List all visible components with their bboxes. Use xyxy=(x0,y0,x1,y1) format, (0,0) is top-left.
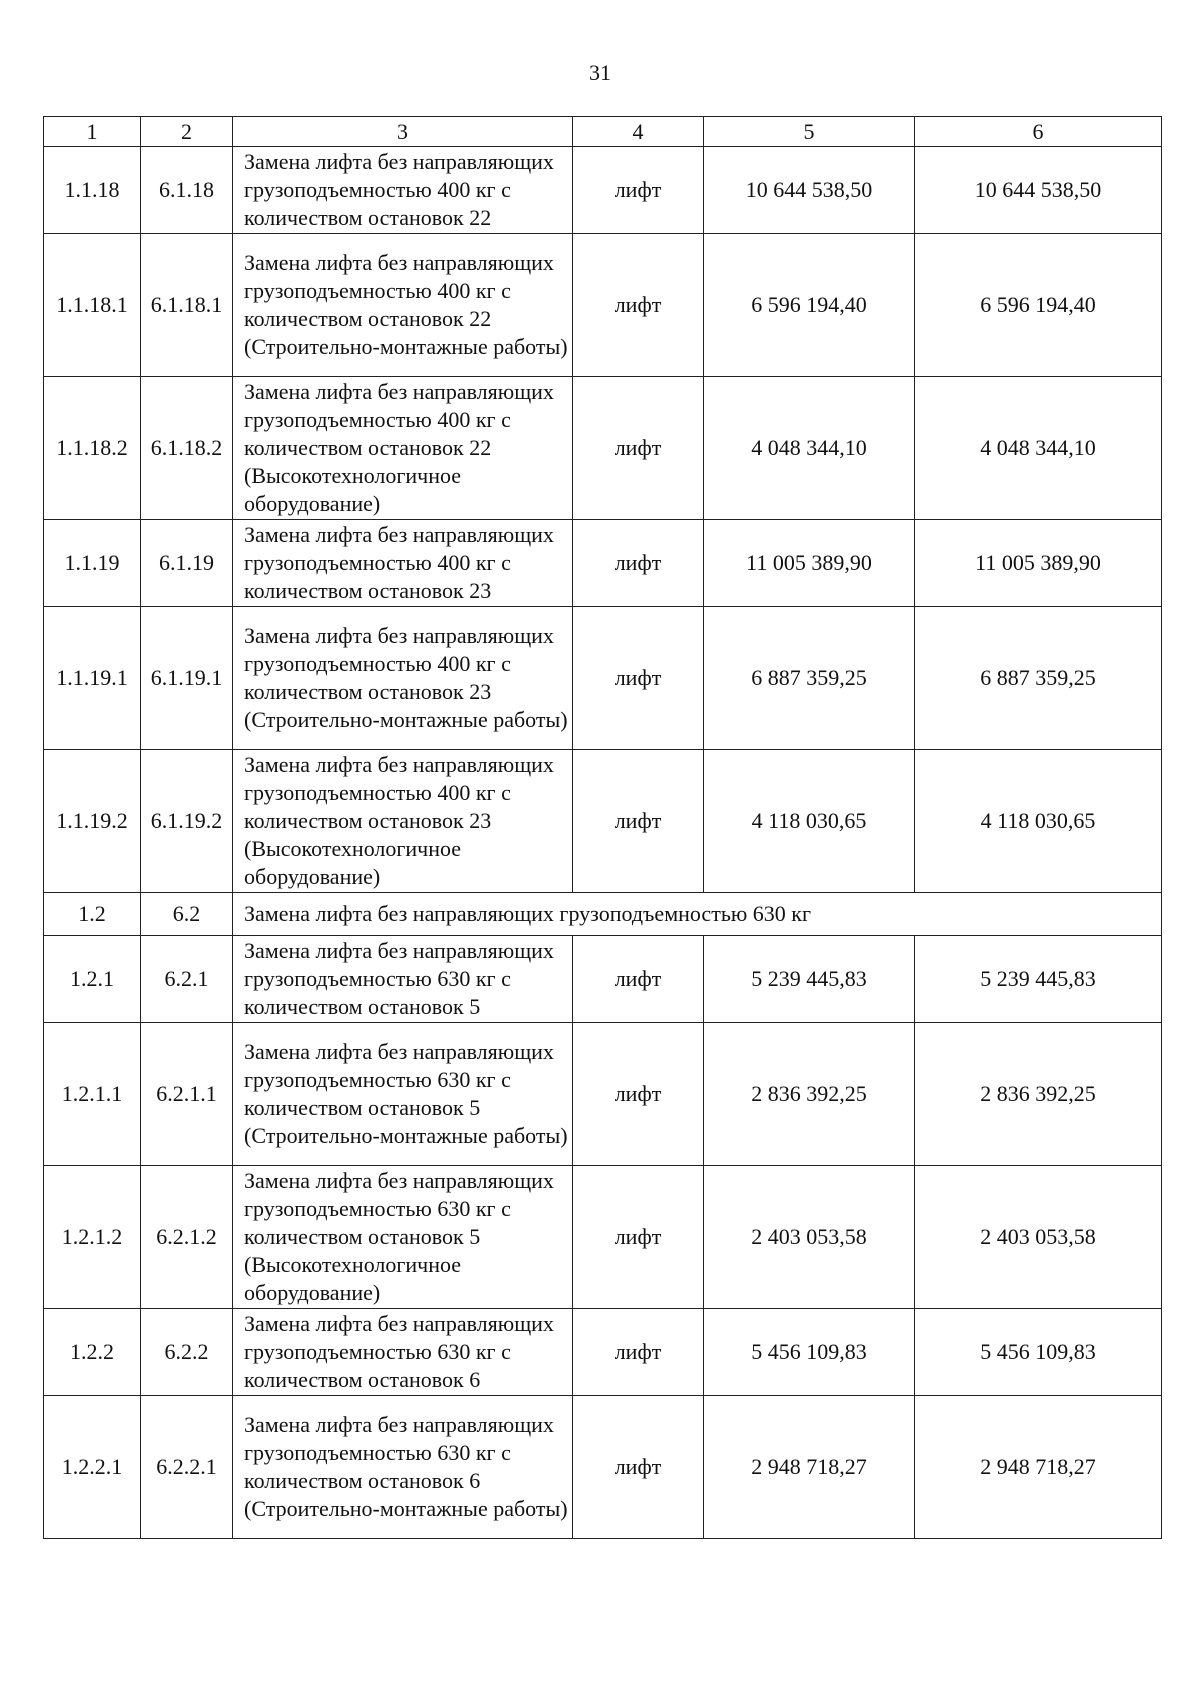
row-code: 6.2 xyxy=(141,893,233,936)
work-description: Замена лифта без направляющих грузоподъемностью 630 кг с количеством остановок 5 xyxy=(233,936,573,1023)
cost-total: 6 887 359,25 xyxy=(915,607,1162,750)
cost-value: 2 403 053,58 xyxy=(704,1166,915,1309)
column-header: 1 xyxy=(44,117,141,147)
row-number: 1.2.1.2 xyxy=(44,1166,141,1309)
table-row xyxy=(44,147,1162,234)
row-code: 6.1.19 xyxy=(141,520,233,607)
work-description: Замена лифта без направляющих грузоподъемностью 400 кг с количеством остановок 23 (Высокотехнологичное оборудование) xyxy=(233,750,573,893)
table-row xyxy=(44,936,1162,1023)
cost-total: 4 048 344,10 xyxy=(915,377,1162,520)
row-number: 1.2.2.1 xyxy=(44,1396,141,1539)
table-row xyxy=(44,1396,1162,1539)
section-title: Замена лифта без направляющих грузоподъемностью 630 кг xyxy=(233,893,1162,936)
cost-value: 4 048 344,10 xyxy=(704,377,915,520)
column-header: 2 xyxy=(141,117,233,147)
unit-cell: лифт xyxy=(573,1309,704,1396)
row-number: 1.2.2 xyxy=(44,1309,141,1396)
row-number: 1.2 xyxy=(44,893,141,936)
row-code: 6.1.18.1 xyxy=(141,234,233,377)
cost-total: 4 118 030,65 xyxy=(915,750,1162,893)
cost-value: 2 836 392,25 xyxy=(704,1023,915,1166)
cost-value: 11 005 389,90 xyxy=(704,520,915,607)
cost-value: 10 644 538,50 xyxy=(704,147,915,234)
row-code: 6.1.19.1 xyxy=(141,607,233,750)
row-number: 1.1.18.2 xyxy=(44,377,141,520)
table-row xyxy=(44,1309,1162,1396)
cost-total: 2 403 053,58 xyxy=(915,1166,1162,1309)
section-row xyxy=(44,893,1162,936)
row-number: 1.1.19.1 xyxy=(44,607,141,750)
table-row xyxy=(44,377,1162,520)
cost-value: 6 887 359,25 xyxy=(704,607,915,750)
column-header: 6 xyxy=(915,117,1162,147)
cost-total: 11 005 389,90 xyxy=(915,520,1162,607)
row-number: 1.2.1 xyxy=(44,936,141,1023)
row-code: 6.2.2.1 xyxy=(141,1396,233,1539)
cost-value: 6 596 194,40 xyxy=(704,234,915,377)
data-table xyxy=(43,116,1162,1539)
cost-value: 5 456 109,83 xyxy=(704,1309,915,1396)
row-code: 6.2.1 xyxy=(141,936,233,1023)
work-description: Замена лифта без направляющих грузоподъемностью 400 кг с количеством остановок 23 xyxy=(233,520,573,607)
unit-cell: лифт xyxy=(573,234,704,377)
unit-cell: лифт xyxy=(573,520,704,607)
table-header-row xyxy=(44,117,1162,147)
cost-total: 2 836 392,25 xyxy=(915,1023,1162,1166)
cost-value: 4 118 030,65 xyxy=(704,750,915,893)
row-number: 1.1.19.2 xyxy=(44,750,141,893)
row-code: 6.2.2 xyxy=(141,1309,233,1396)
row-number: 1.1.19 xyxy=(44,520,141,607)
table-row xyxy=(44,1023,1162,1166)
cost-total: 2 948 718,27 xyxy=(915,1396,1162,1539)
table-row xyxy=(44,520,1162,607)
row-code: 6.1.18.2 xyxy=(141,377,233,520)
work-description: Замена лифта без направляющих грузоподъемностью 630 кг с количеством остановок 5 (Строительно-монтажные работы) xyxy=(233,1023,573,1166)
cost-total: 10 644 538,50 xyxy=(915,147,1162,234)
work-description: Замена лифта без направляющих грузоподъемностью 630 кг с количеством остановок 6 xyxy=(233,1309,573,1396)
table-row xyxy=(44,234,1162,377)
unit-cell: лифт xyxy=(573,750,704,893)
table-row xyxy=(44,607,1162,750)
cost-value: 2 948 718,27 xyxy=(704,1396,915,1539)
cost-total: 5 239 445,83 xyxy=(915,936,1162,1023)
unit-cell: лифт xyxy=(573,377,704,520)
work-description: Замена лифта без направляющих грузоподъемностью 400 кг с количеством остановок 22 xyxy=(233,147,573,234)
work-description: Замена лифта без направляющих грузоподъемностью 400 кг с количеством остановок 22 (Строительно-монтажные работы) xyxy=(233,234,573,377)
work-description: Замена лифта без направляющих грузоподъемностью 630 кг с количеством остановок 5 (Высокотехнологичное оборудование) xyxy=(233,1166,573,1309)
column-header: 4 xyxy=(573,117,704,147)
work-description: Замена лифта без направляющих грузоподъемностью 630 кг с количеством остановок 6 (Строительно-монтажные работы) xyxy=(233,1396,573,1539)
row-code: 6.2.1.1 xyxy=(141,1023,233,1166)
work-description: Замена лифта без направляющих грузоподъемностью 400 кг с количеством остановок 22 (Высокотехнологичное оборудование) xyxy=(233,377,573,520)
row-code: 6.1.19.2 xyxy=(141,750,233,893)
table-row xyxy=(44,750,1162,893)
unit-cell: лифт xyxy=(573,1396,704,1539)
row-code: 6.1.18 xyxy=(141,147,233,234)
row-number: 1.1.18.1 xyxy=(44,234,141,377)
row-number: 1.1.18 xyxy=(44,147,141,234)
cost-total: 5 456 109,83 xyxy=(915,1309,1162,1396)
unit-cell: лифт xyxy=(573,607,704,750)
table-row xyxy=(44,1166,1162,1309)
page-number: 31 xyxy=(589,60,611,85)
table-body xyxy=(44,117,1162,1539)
column-header: 3 xyxy=(233,117,573,147)
row-number: 1.2.1.1 xyxy=(44,1023,141,1166)
unit-cell: лифт xyxy=(573,1023,704,1166)
cost-value: 5 239 445,83 xyxy=(704,936,915,1023)
unit-cell: лифт xyxy=(573,1166,704,1309)
unit-cell: лифт xyxy=(573,936,704,1023)
work-description: Замена лифта без направляющих грузоподъемностью 400 кг с количеством остановок 23 (Строительно-монтажные работы) xyxy=(233,607,573,750)
column-header: 5 xyxy=(704,117,915,147)
row-code: 6.2.1.2 xyxy=(141,1166,233,1309)
unit-cell: лифт xyxy=(573,147,704,234)
cost-total: 6 596 194,40 xyxy=(915,234,1162,377)
